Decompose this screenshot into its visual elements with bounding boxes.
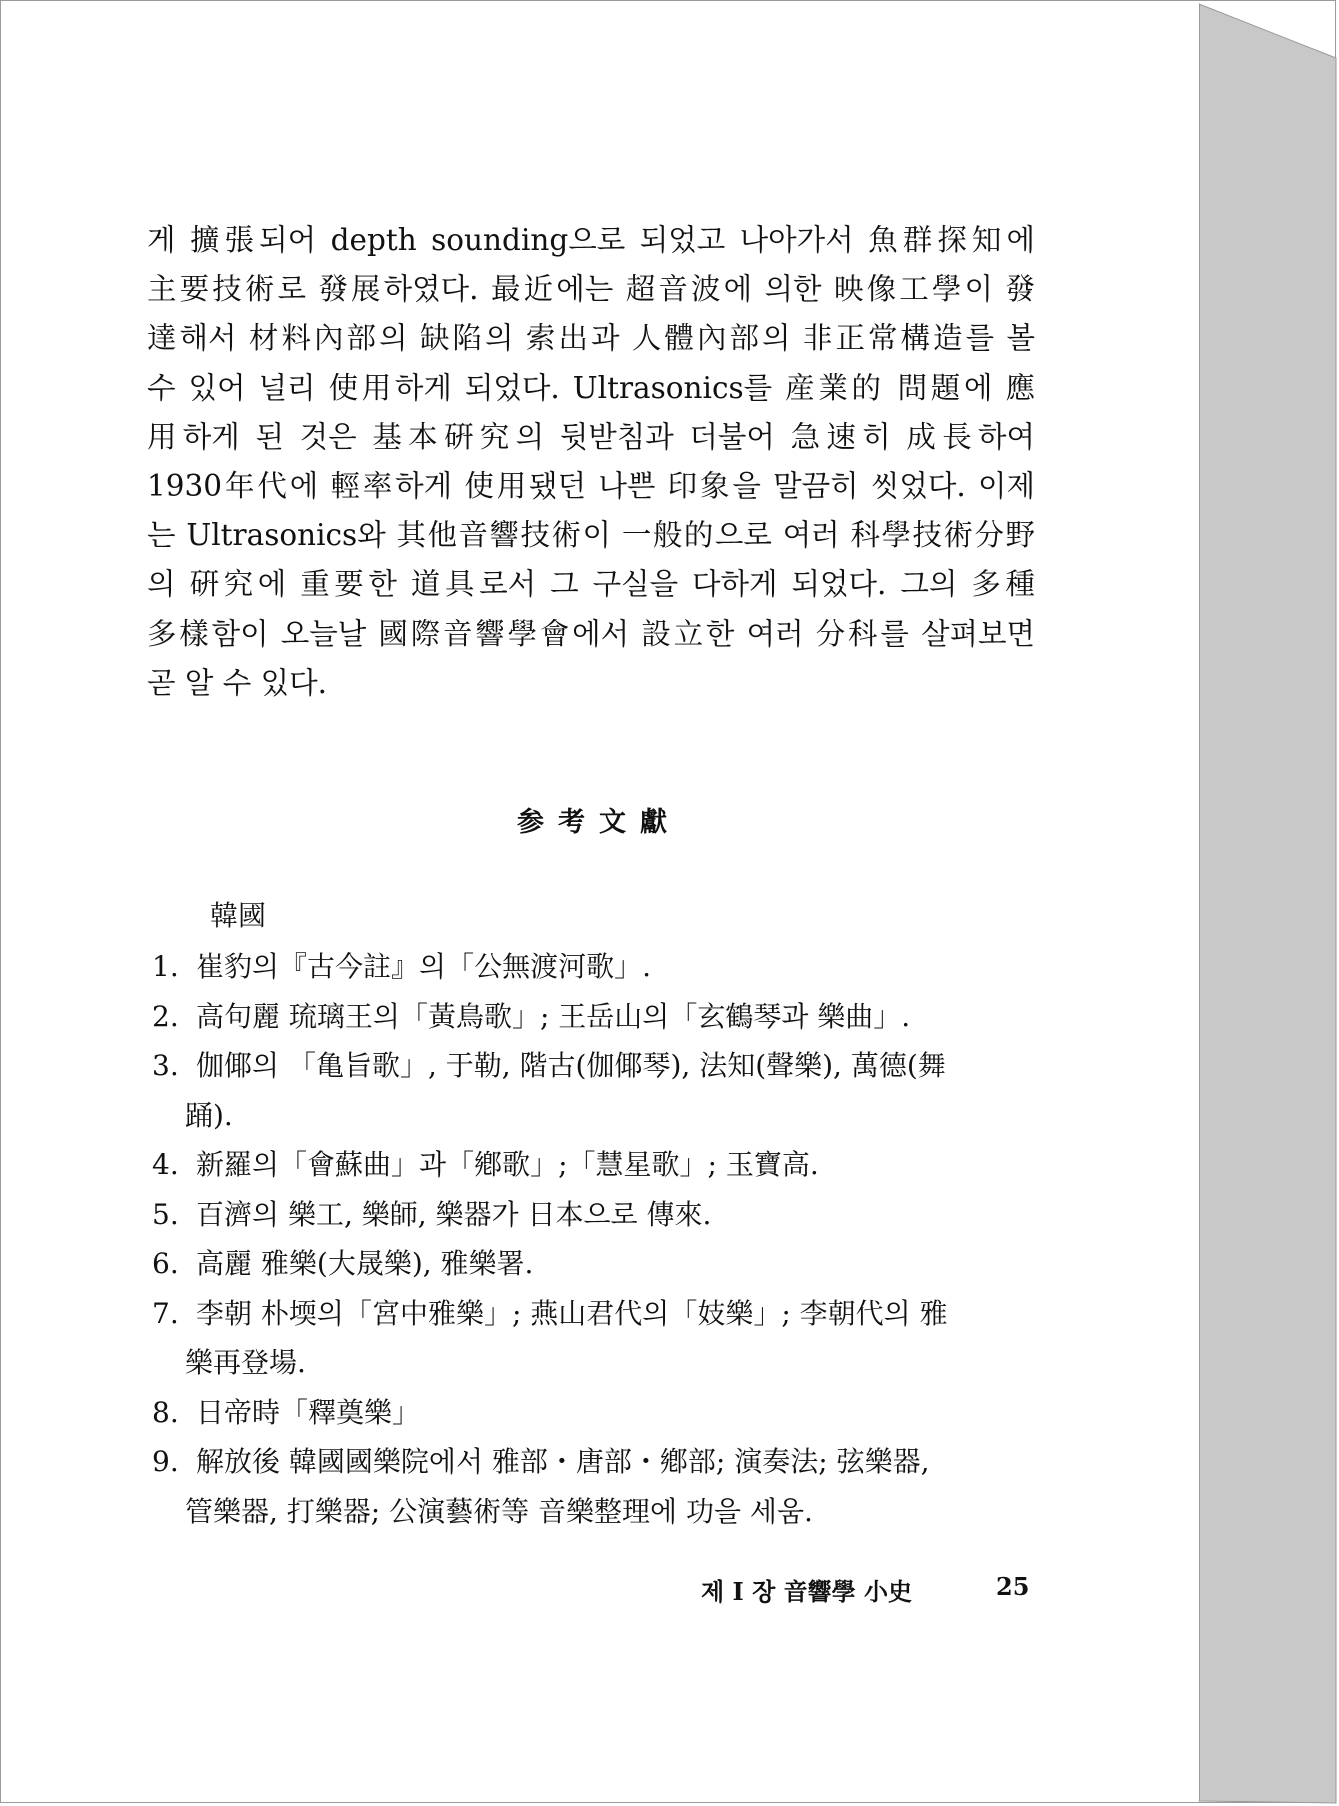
references-heading: 参考文獻 xyxy=(517,807,681,838)
reference-text: 崔豹의『古今註』의「公無渡河歌」. xyxy=(196,950,651,983)
reference-item xyxy=(152,1437,1044,1487)
reference-number: 2. xyxy=(152,999,179,1033)
reference-number: 4. xyxy=(152,1148,179,1181)
reference-text: 高麗 雅樂(大晟樂), 雅樂署. xyxy=(196,1247,534,1280)
reference-number: 8. xyxy=(152,1395,179,1429)
reference-text: 百濟의 樂工, 樂師, 樂器가 日本으로 傳來. xyxy=(196,1197,712,1231)
reference-number: 9. xyxy=(152,1445,179,1478)
reference-item xyxy=(152,1239,1044,1289)
page-number: 25 xyxy=(996,1572,1030,1601)
reference-continuation: 樂再登場. xyxy=(185,1346,306,1379)
reference-item xyxy=(152,942,1044,992)
reference-text: 日帝時「釋奠樂」 xyxy=(196,1395,421,1429)
reference-text: 解放後 韓國國樂院에서 雅部・唐部・鄕部; 演奏法; 弦樂器, xyxy=(196,1445,930,1478)
body-line: 多樣함이 오늘날 國際音響學會에서 設立한 여러 分科를 살펴보면 xyxy=(147,616,1035,651)
reference-number: 3. xyxy=(152,1049,179,1082)
reference-number: 1. xyxy=(152,950,179,983)
page-footer xyxy=(701,1572,1031,1607)
reference-number: 7. xyxy=(152,1296,179,1330)
reference-item xyxy=(152,1140,1044,1190)
body-line: 는 Ultrasonics와 其他音響技術이 一般的으로 여러 科學技術分野 xyxy=(147,518,1035,553)
reference-item xyxy=(152,1388,1044,1438)
body-line: 1930年代에 輕率하게 使用됐던 나쁜 印象을 말끔히 씻었다. 이제 xyxy=(147,468,1035,503)
reference-number: 5. xyxy=(152,1197,179,1231)
body-line: 게 擴張되어 depth sounding으로 되었고 나아가서 魚群探知에 xyxy=(147,223,1035,257)
document-page xyxy=(6,4,1199,1801)
reference-item xyxy=(152,1190,1044,1240)
references-list xyxy=(152,892,1044,1536)
chapter-title: 제 I 장 音響學 小史 xyxy=(701,1577,913,1606)
reference-text: 高句麗 琉璃王의「黃鳥歌」; 王岳山의「玄鶴琴과 樂曲」. xyxy=(196,999,911,1033)
body-line: 用하게 된 것은 基本硏究의 뒷받침과 더불어 急速히 成長하여 xyxy=(147,419,1035,454)
body-line: 곧 알 수 있다. xyxy=(147,665,327,700)
reference-continuation: 管樂器, 打樂器; 公演藝術等 音樂整理에 功을 세움. xyxy=(185,1494,813,1528)
body-paragraph xyxy=(147,216,1035,708)
reference-group-label: 韓國 xyxy=(210,899,267,932)
reference-item xyxy=(152,1041,1044,1091)
body-line: 主要技術로 發展하였다. 最近에는 超音波에 의한 映像工學이 發 xyxy=(147,272,1035,307)
reference-continuation: 踊). xyxy=(185,1098,233,1132)
body-line: 達해서 材料內部의 缺陷의 索出과 人體內部의 非正常構造를 볼 xyxy=(147,321,1035,356)
reference-item xyxy=(152,1289,1044,1339)
reference-text: 新羅의「會蘇曲」과「鄕歌」;「慧星歌」; 玉寶高. xyxy=(196,1148,819,1181)
reference-text: 伽倻의 「亀旨歌」, 于勒, 階古(伽倻琴), 法知(聲樂), 萬德(舞 xyxy=(196,1049,946,1082)
body-line: 수 있어 널리 使用하게 되었다. Ultrasonics를 産業的 問題에 應 xyxy=(147,370,1035,405)
reference-text: 李朝 朴堧의「宮中雅樂」; 燕山君代의「妓樂」; 李朝代의 雅 xyxy=(196,1296,948,1330)
body-line: 의 硏究에 重要한 道具로서 그 구실을 다하게 되었다. 그의 多種 xyxy=(147,567,1035,602)
reference-number: 6. xyxy=(152,1247,179,1280)
reference-item xyxy=(152,992,1044,1042)
